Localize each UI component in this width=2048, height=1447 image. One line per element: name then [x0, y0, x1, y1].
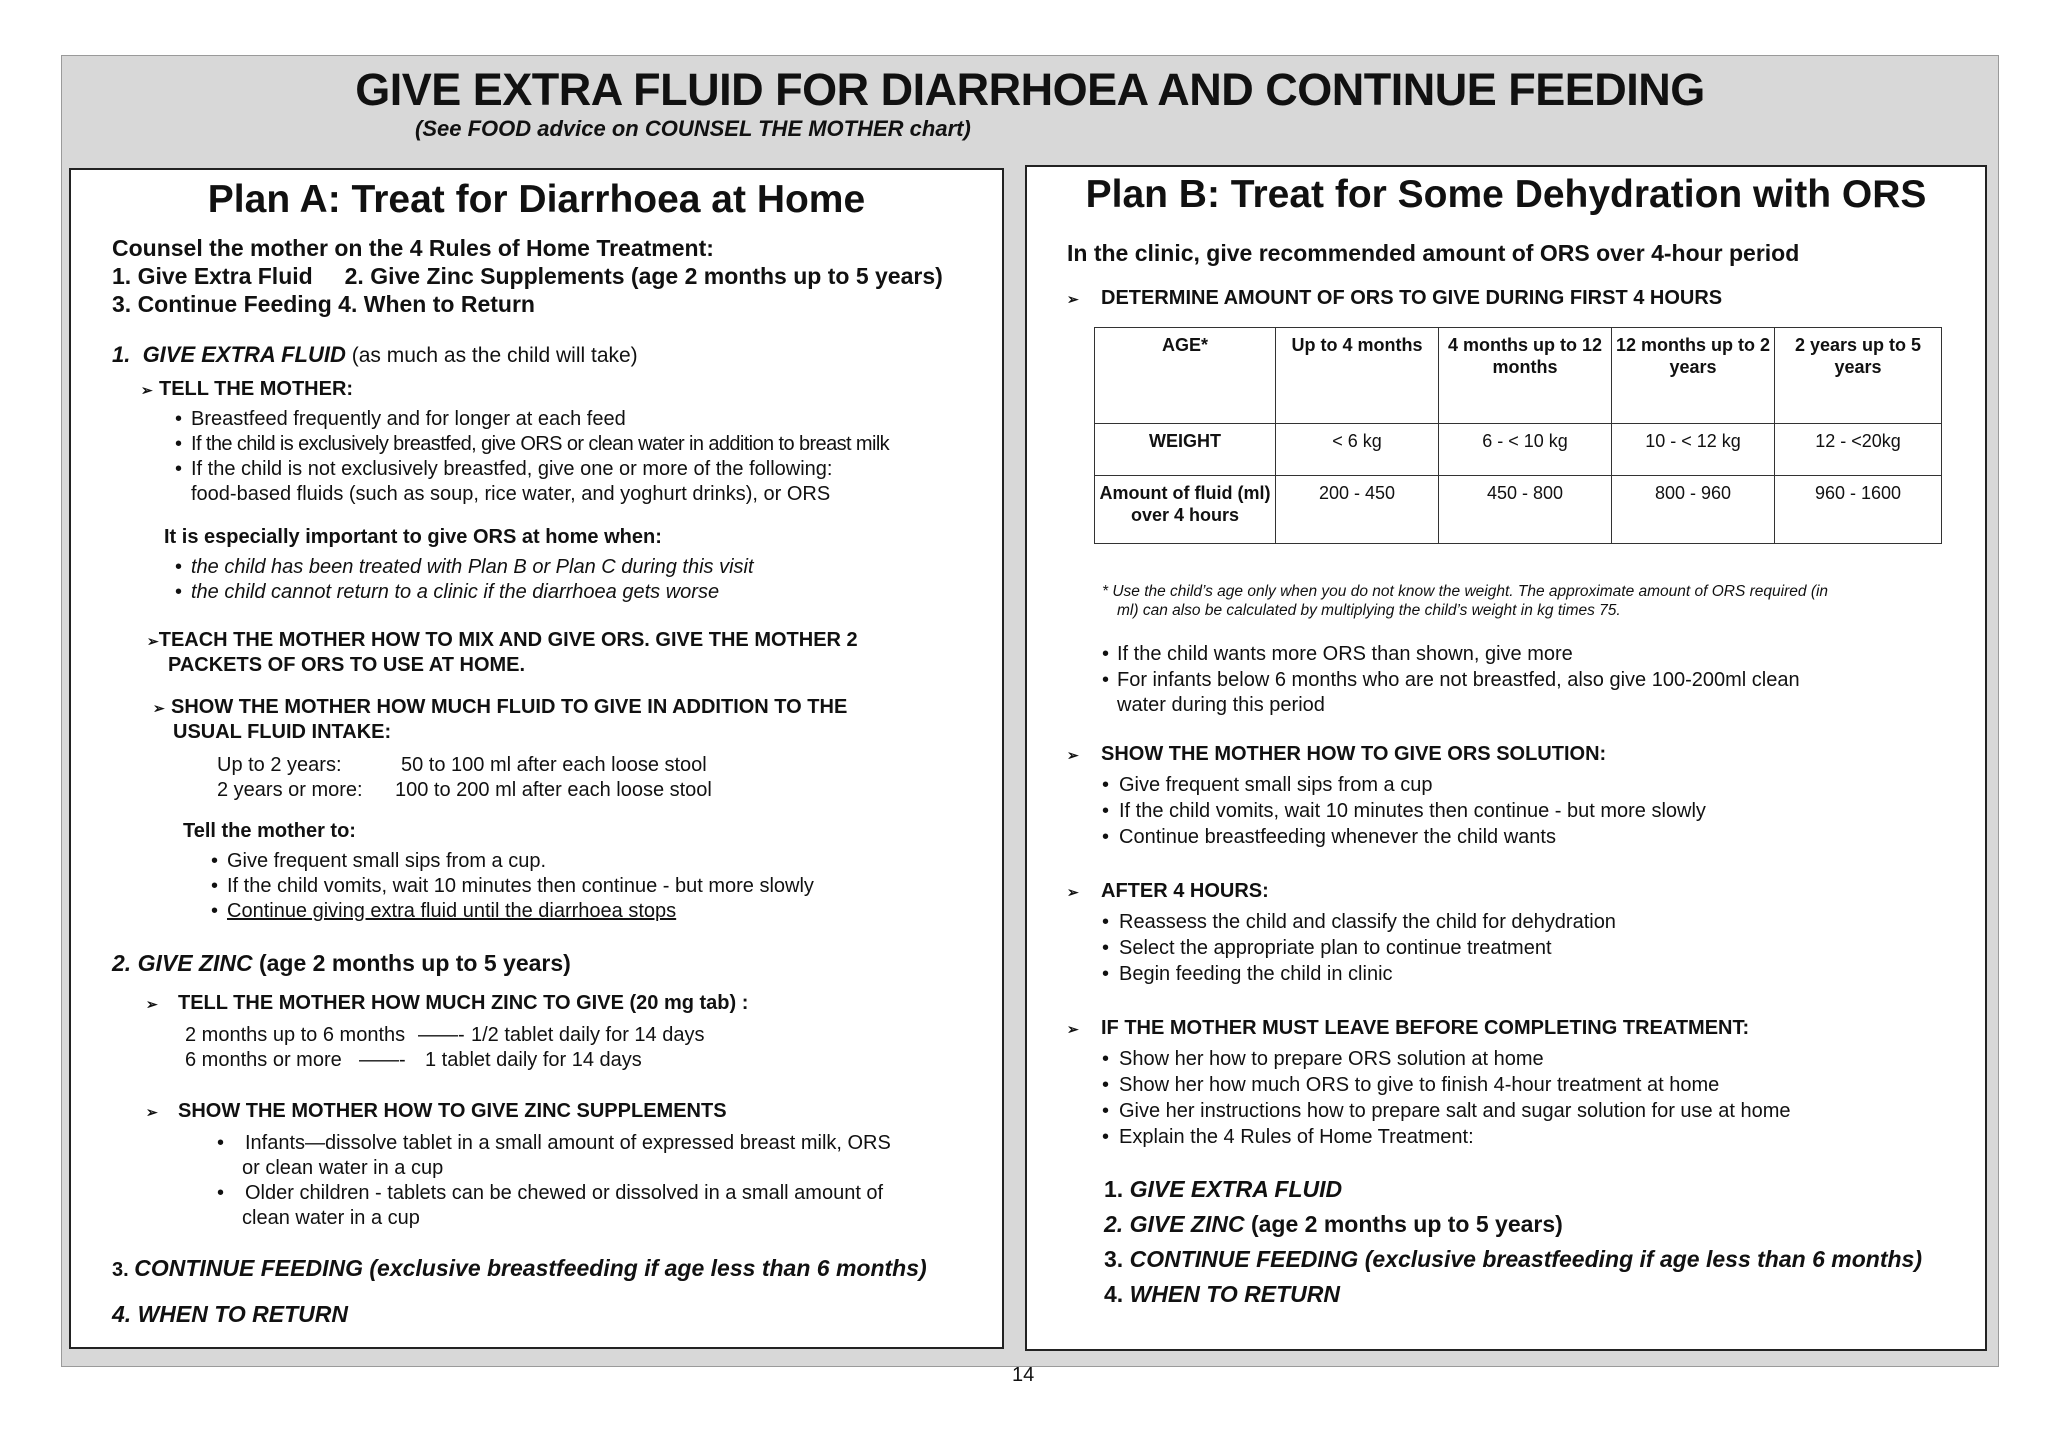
rules-line-2: 3. Continue Feeding 4. When to Return	[112, 291, 535, 317]
ors-table	[1094, 327, 1942, 544]
arrow-icon: ➢	[1067, 747, 1079, 763]
table-cell: 800 - 960	[1612, 476, 1775, 544]
table-cell: 10 - < 12 kg	[1612, 424, 1775, 476]
list-item: • Reassess the child and classify the child for dehydration	[1102, 911, 1616, 933]
bullet-icon: •	[1102, 1048, 1110, 1070]
plan-b-intro: In the clinic, give recommended amount of ORS over 4-hour period	[1067, 240, 1800, 266]
list-item: • Give frequent small sips from a cup	[1102, 774, 1433, 796]
bullet-icon: •	[211, 850, 219, 872]
show-fluid-heading: ➢ SHOW THE MOTHER HOW MUCH FLUID TO GIVE IN ADDITION TO THE	[153, 696, 848, 718]
bullet-icon: •	[1102, 774, 1110, 796]
bullet-icon: •	[217, 1132, 225, 1154]
list-item: • Breastfeed frequently and for longer at each feed	[175, 408, 626, 430]
show-solution-heading: ➢ SHOW THE MOTHER HOW TO GIVE ORS SOLUTION:	[1067, 743, 1607, 765]
dose-amount: 50 to 100 ml after each loose stool	[401, 754, 707, 776]
table-cell: 960 - 1600	[1775, 476, 1942, 544]
plan-b-panel	[1025, 165, 1987, 1351]
table-header-cell: 2 years up to 5 years	[1775, 328, 1942, 424]
zinc-dose: 1 tablet daily for 14 days	[425, 1049, 642, 1071]
footnote: * Use the child’s age only when you do not know the weight. The approximate amount of ORS required (in	[1102, 583, 1829, 600]
arrow-icon: ➢	[146, 1104, 158, 1120]
zinc-show-heading: ➢ SHOW THE MOTHER HOW TO GIVE ZINC SUPPLEMENTS	[146, 1100, 727, 1122]
table-cell: 12 - <20kg	[1775, 424, 1942, 476]
list-item-continuation: food-based fluids (such as soup, rice water, and yoghurt drinks), or ORS	[191, 483, 831, 505]
table-cell: WEIGHT	[1095, 424, 1276, 476]
list-item: • For infants below 6 months who are not breastfed, also give 100-200ml clean	[1102, 669, 1800, 691]
bullet-icon: •	[1102, 911, 1110, 933]
counsel-heading: Counsel the mother on the 4 Rules of Home Treatment:	[112, 235, 714, 261]
list-item: • If the child is not exclusively breastfed, give one or more of the following:	[175, 458, 833, 480]
dose-age: 2 years or more:	[217, 779, 363, 801]
list-item: • Continue giving extra fluid until the diarrhoea stops	[211, 900, 677, 922]
table-cell: 450 - 800	[1439, 476, 1612, 544]
zinc-dose-dash: ——-	[418, 1024, 465, 1046]
bullet-icon: •	[1102, 963, 1110, 985]
bullet-icon: •	[1102, 937, 1110, 959]
bullet-icon: •	[1102, 643, 1110, 665]
teach-mother-heading: ➢TEACH THE MOTHER HOW TO MIX AND GIVE ORS. GIVE THE MOTHER 2	[147, 629, 858, 651]
table-cell: Amount of fluid (ml) over 4 hours	[1095, 476, 1276, 544]
bullet-icon: •	[1102, 669, 1110, 691]
list-item: • Begin feeding the child in clinic	[1102, 963, 1393, 985]
section-1-heading: 1. GIVE EXTRA FLUID (as much as the child will take)	[112, 342, 638, 367]
bullet-icon: •	[217, 1182, 225, 1204]
table-header-cell: Up to 4 months	[1276, 328, 1439, 424]
list-item-continuation: clean water in a cup	[242, 1207, 420, 1229]
arrow-icon: ➢	[153, 700, 165, 716]
list-item: • Give her instructions how to prepare salt and sugar solution for use at home	[1102, 1100, 1791, 1122]
arrow-icon: ➢	[1067, 884, 1079, 900]
table-row	[1095, 328, 1942, 424]
page-number: 14	[1012, 1364, 1035, 1386]
bullet-icon: •	[175, 458, 183, 480]
show-fluid-heading-cont: USUAL FLUID INTAKE:	[173, 721, 392, 743]
page-subtitle: (See FOOD advice on COUNSEL THE MOTHER chart)	[415, 116, 971, 141]
table-row	[1095, 424, 1942, 476]
bullet-icon: •	[1102, 1126, 1110, 1148]
table-cell: 6 - < 10 kg	[1439, 424, 1612, 476]
zinc-amount-heading: ➢ TELL THE MOTHER HOW MUCH ZINC TO GIVE (20 mg tab) :	[146, 992, 749, 1014]
bullet-icon: •	[1102, 1074, 1110, 1096]
section-3-heading: 3. CONTINUE FEEDING (exclusive breastfeeding if age less than 6 months)	[112, 1255, 927, 1281]
tell-mother-to-heading: Tell the mother to:	[183, 820, 356, 842]
home-rule-4: 4. WHEN TO RETURN	[1104, 1281, 1340, 1307]
home-rule-2: 2. GIVE ZINC (age 2 months up to 5 years)	[1104, 1211, 1563, 1237]
list-item: • Explain the 4 Rules of Home Treatment:	[1102, 1126, 1474, 1148]
zinc-dose: 1/2 tablet daily for 14 days	[471, 1024, 705, 1046]
plan-b-title: Plan B: Treat for Some Dehydration with ORS	[1085, 173, 1927, 216]
plan-a-title: Plan A: Treat for Diarrhoea at Home	[207, 178, 866, 221]
bullet-icon: •	[211, 875, 219, 897]
list-item: • Select the appropriate plan to continue treatment	[1102, 937, 1552, 959]
arrow-icon: ➢	[146, 996, 158, 1012]
zinc-dose-age: 6 months or more	[185, 1049, 342, 1071]
bullet-icon: •	[1102, 1100, 1110, 1122]
list-item: • Show her how to prepare ORS solution at home	[1102, 1048, 1544, 1070]
bullet-icon: •	[175, 433, 182, 455]
determine-heading: ➢ DETERMINE AMOUNT OF ORS TO GIVE DURING FIRST 4 HOURS	[1067, 287, 1723, 309]
leave-heading: ➢ IF THE MOTHER MUST LEAVE BEFORE COMPLETING TREATMENT:	[1067, 1017, 1750, 1039]
list-item: • Show her how much ORS to give to finish 4-hour treatment at home	[1102, 1074, 1720, 1096]
section-4-heading: 4. WHEN TO RETURN	[112, 1301, 348, 1327]
list-item: • Continue breastfeeding whenever the child wants	[1102, 826, 1556, 848]
list-item: • If the child is exclusively breastfed, give ORS or clean water in addition to breast milk	[175, 433, 890, 455]
list-item: • If the child vomits, wait 10 minutes then continue - but more slowly	[1102, 800, 1706, 822]
bullet-icon: •	[211, 900, 219, 922]
bullet-icon: •	[175, 581, 183, 603]
arrow-icon: ➢	[1067, 1021, 1079, 1037]
ors-important-heading: It is especially important to give ORS at home when:	[164, 526, 662, 548]
teach-mother-heading-cont: PACKETS OF ORS TO USE AT HOME.	[168, 654, 526, 676]
zinc-dose-dash: ——-	[359, 1049, 406, 1071]
after-4-hours-heading: ➢ AFTER 4 HOURS:	[1067, 880, 1269, 902]
home-rule-1: 1. GIVE EXTRA FLUID	[1104, 1176, 1343, 1202]
list-item: • the child cannot return to a clinic if the diarrhoea gets worse	[175, 581, 720, 603]
list-item: • If the child wants more ORS than shown, give more	[1102, 643, 1573, 665]
list-item: • the child has been treated with Plan B or Plan C during this visit	[175, 556, 754, 578]
home-rule-3: 3. CONTINUE FEEDING (exclusive breastfeeding if age less than 6 months)	[1104, 1246, 1922, 1272]
table-cell: < 6 kg	[1276, 424, 1439, 476]
table-row	[1095, 476, 1942, 544]
table-header-cell: 4 months up to 12 months	[1439, 328, 1612, 424]
bullet-icon: •	[1102, 800, 1110, 822]
list-item: • Infants—dissolve tablet in a small amount of expressed breast milk, ORS	[217, 1132, 891, 1154]
table-header-cell: AGE*	[1095, 328, 1276, 424]
table-cell: 200 - 450	[1276, 476, 1439, 544]
page-title: GIVE EXTRA FLUID FOR DIARRHOEA AND CONTINUE FEEDING	[355, 64, 1705, 115]
list-item: • If the child vomits, wait 10 minutes then continue - but more slowly	[211, 875, 814, 897]
arrow-icon: ➢	[1067, 291, 1079, 307]
zinc-dose-age: 2 months up to 6 months	[185, 1024, 406, 1046]
list-item-continuation: or clean water in a cup	[242, 1157, 444, 1179]
section-2-heading: 2. GIVE ZINC (age 2 months up to 5 years)	[112, 950, 571, 976]
list-item: • Older children - tablets can be chewed or dissolved in a small amount of	[217, 1182, 884, 1204]
dose-age: Up to 2 years:	[217, 754, 342, 776]
list-item-continuation: water during this period	[1117, 694, 1325, 716]
dose-amount: 100 to 200 ml after each loose stool	[395, 779, 712, 801]
tell-mother-heading: ➢ TELL THE MOTHER:	[141, 378, 354, 400]
footnote-cont: ml) can also be calculated by multiplying the child’s weight in kg times 75.	[1117, 602, 1621, 619]
bullet-icon: •	[1102, 826, 1110, 848]
rules-line-1: 1. Give Extra Fluid 2. Give Zinc Supplements (age 2 months up to 5 years)	[112, 263, 943, 289]
bullet-icon: •	[175, 408, 183, 430]
table-header-cell: 12 months up to 2 years	[1612, 328, 1775, 424]
arrow-icon: ➢	[147, 633, 159, 649]
plan-a-panel	[69, 168, 1004, 1349]
bullet-icon: •	[175, 556, 183, 578]
arrow-icon: ➢	[141, 382, 153, 398]
list-item: • Give frequent small sips from a cup.	[211, 850, 547, 872]
